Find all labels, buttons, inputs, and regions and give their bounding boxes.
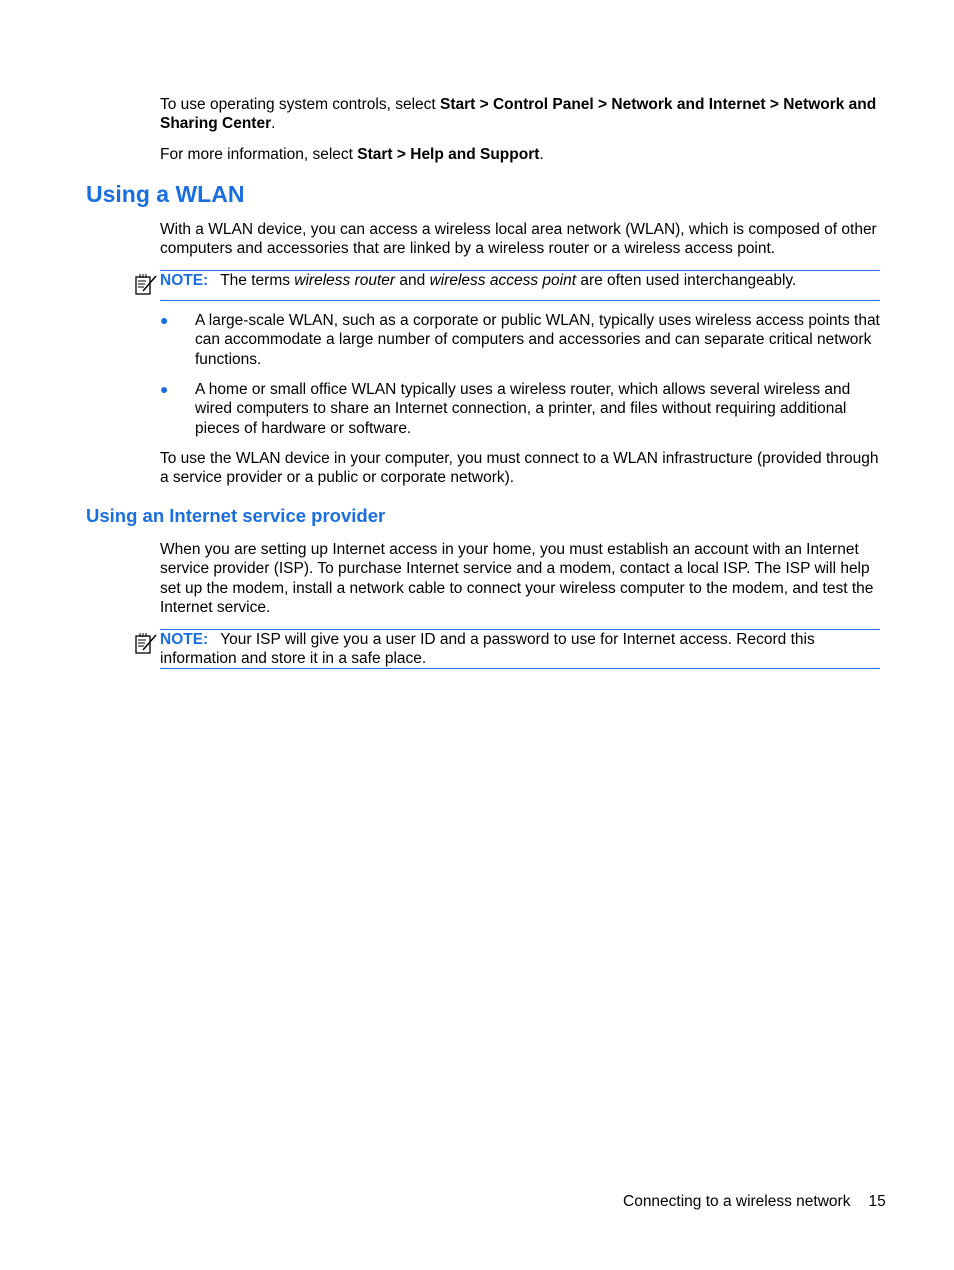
footer-chapter-title: Connecting to a wireless network <box>623 1193 851 1210</box>
bullet-icon: ● <box>160 312 169 328</box>
bullet-text-home-wlan: A home or small office WLAN typically uses a wireless router, which allows several wireless and wired computers to share an Internet connection, a printer, and files without requiring additional pieces of hardware or software. <box>195 381 851 437</box>
note-pad-icon <box>134 631 158 655</box>
page-number: 15 <box>868 1193 886 1210</box>
intro-paragraph-more-info: For more information, select Start > Help and Support. <box>160 146 544 163</box>
menu-path-help-support: Start > Help and Support <box>357 146 540 163</box>
note-label: NOTE: <box>160 272 209 289</box>
menu-path-network-sharing: Start > Control Panel > Network and Internet > Network and Sharing Center <box>160 96 877 133</box>
note-box-wlan-terms: NOTE: The terms wireless router and wireless access point are often used interchangeably. <box>160 270 880 301</box>
note-label: NOTE: <box>160 631 209 648</box>
wlan-intro-paragraph: With a WLAN device, you can access a wireless local area network (WLAN), which is composed of other computers and accessories that are linked by a wireless router or a wireless access point. <box>160 221 877 258</box>
page-footer <box>623 1192 886 1211</box>
section-heading-using-wlan: Using a WLAN <box>86 181 245 207</box>
note-pad-icon <box>134 272 158 296</box>
note-box-isp: NOTE: Your ISP will give you a user ID and a password to use for Internet access. Record this information and store it in a safe place. <box>160 629 880 669</box>
section-heading-isp: Using an Internet service provider <box>86 505 386 526</box>
isp-paragraph: When you are setting up Internet access in your home, you must establish an account with an Internet service provider (ISP). To purchase Internet service and a modem, contact a local ISP. The ISP will help set up the modem, install a network cable to connect your wireless computer to the modem, and test the Internet service. <box>160 541 874 616</box>
bullet-text-large-scale-wlan: A large-scale WLAN, such as a corporate or public WLAN, typically uses wireless access points that can accommodate a large number of computers and accessories and can separate critical network functions. <box>195 312 880 368</box>
bullet-icon: ● <box>160 381 169 397</box>
wlan-connect-paragraph: To use the WLAN device in your computer, you must connect to a WLAN infrastructure (provided through a service provider or a public or corporate network). <box>160 450 879 487</box>
intro-paragraph-os-controls: To use operating system controls, select Start > Control Panel > Network and Internet > Network and Sharing Center. <box>160 96 877 133</box>
